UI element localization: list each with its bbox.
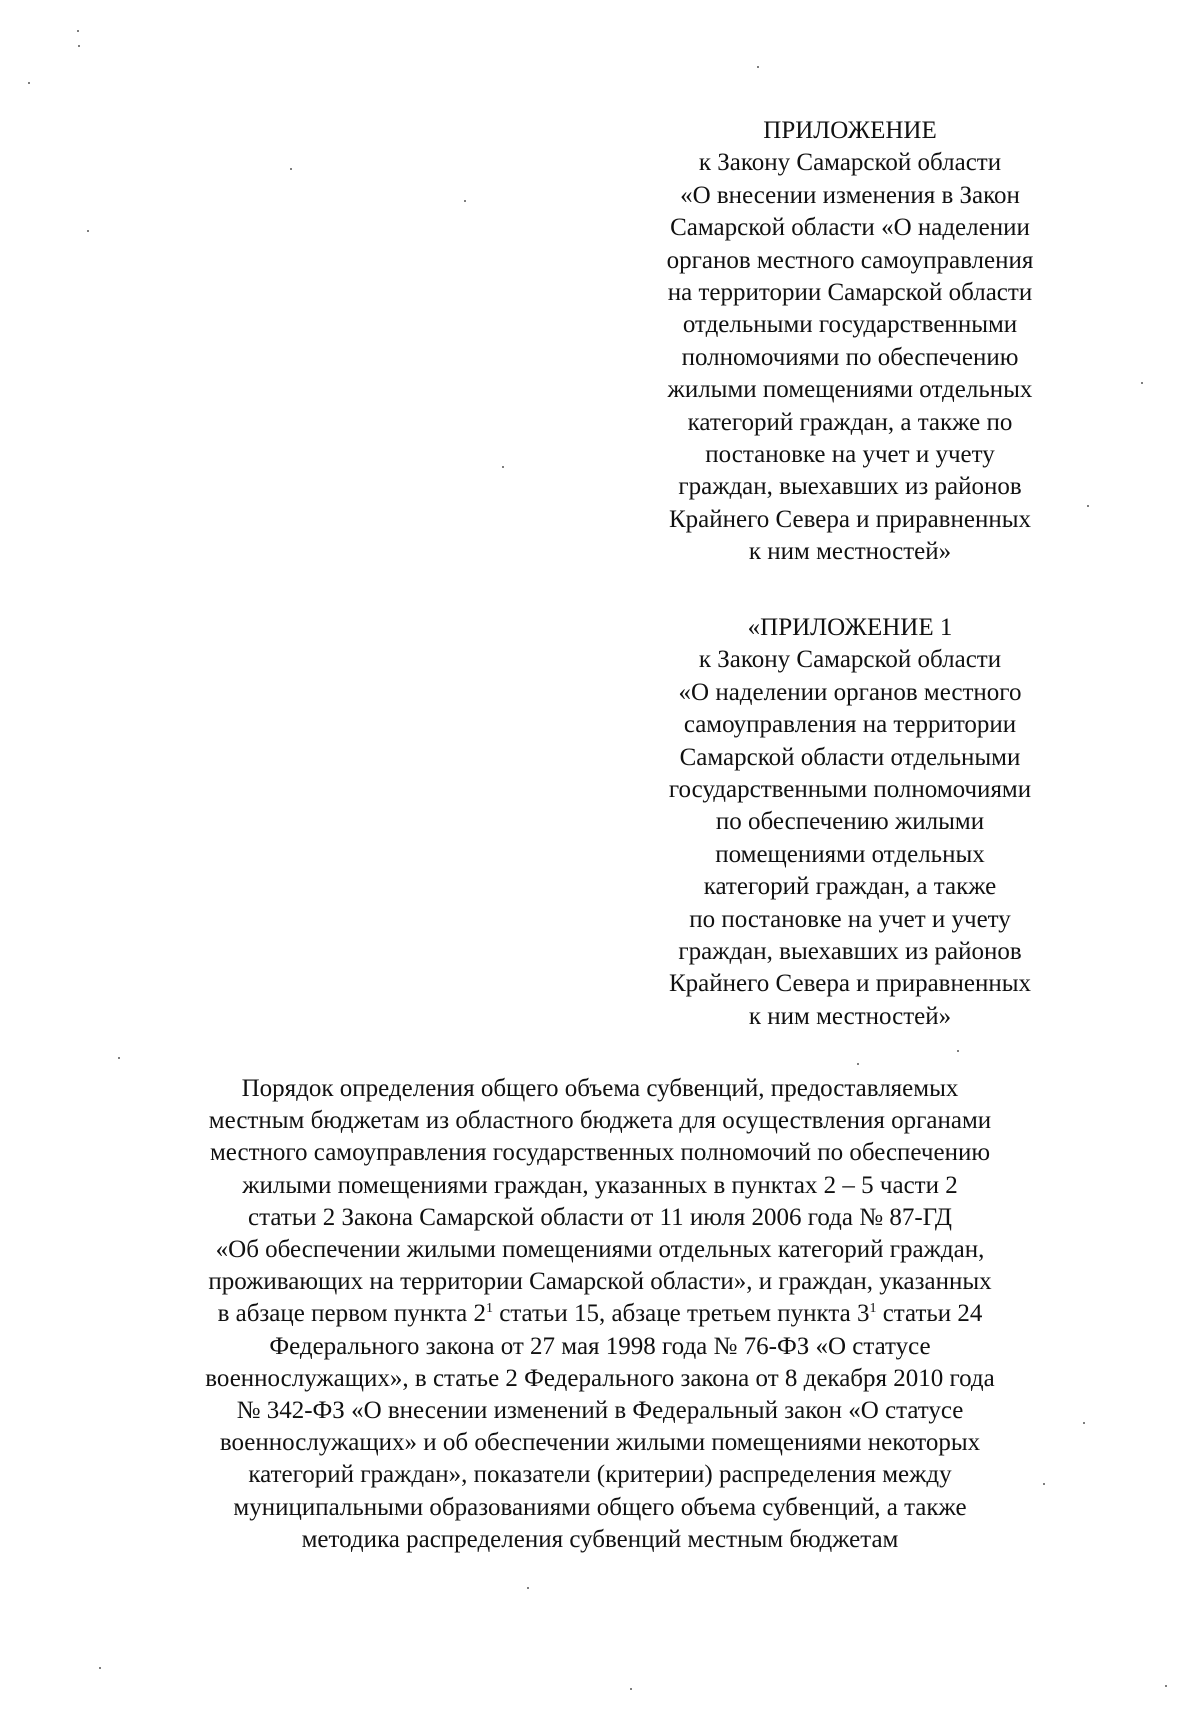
- appendix1-title: «ПРИЛОЖЕНИЕ 1: [747, 614, 953, 641]
- order-title-line: «Об обеспечении жилыми помещениями отдельных категорий граждан,: [215, 1236, 985, 1264]
- appendix1-line: категорий граждан, а также: [703, 873, 997, 901]
- order-title-line: местным бюджетам из областного бюджета для осуществления органами: [208, 1107, 992, 1135]
- order-title-line: муниципальными образованиями общего объема субвенций, а также: [233, 1493, 967, 1521]
- scan-speck: [857, 1063, 859, 1065]
- order-text-fragment: статьи 15, абзаце третьем пункта 3: [492, 1300, 870, 1328]
- order-title-line: военнослужащих», в статье 2 Федерального закона от 8 декабря 2010 года: [205, 1364, 995, 1392]
- order-title-line: жилыми помещениями граждан, указанных в пунктах 2 – 5 части 2: [242, 1171, 958, 1199]
- appendix1-line: по обеспечению жилыми: [715, 808, 985, 836]
- scan-speck: [78, 45, 80, 47]
- order-title-line: методика распределения субвенций местным бюджетам: [301, 1525, 899, 1553]
- superscript: 1: [485, 1301, 493, 1317]
- order-title-line: Федерального закона от 27 мая 1998 года № 76-ФЗ «О статусе: [269, 1332, 931, 1360]
- appendix1-header: [600, 612, 1100, 1033]
- appendix-line: органов местного самоуправления: [666, 246, 1034, 274]
- superscript: 1: [869, 1301, 877, 1317]
- order-title-line-with-superscripts: [125, 1298, 1075, 1330]
- order-title-line: категорий граждан», показатели (критерии) распределения между: [248, 1461, 952, 1489]
- scan-speck: [1141, 382, 1143, 384]
- appendix1-line: самоуправления на территории: [683, 711, 1017, 739]
- appendix1-line: помещениями отдельных: [715, 840, 985, 868]
- appendix-line: к Закону Самарской области: [698, 149, 1002, 177]
- order-title-line: № 342-ФЗ «О внесении изменений в Федеральный закон «О статусе: [236, 1397, 964, 1425]
- scan-speck: [1083, 1422, 1085, 1424]
- scan-speck: [28, 82, 30, 84]
- appendix-header: [600, 115, 1100, 569]
- scan-speck: [99, 1667, 101, 1669]
- scan-speck: [77, 30, 79, 32]
- appendix-line: Крайнего Севера и приравненных: [669, 505, 1031, 533]
- order-title-line: военнослужащих» и об обеспечении жилыми помещениями некоторых: [219, 1429, 981, 1457]
- appendix1-line: «О наделении органов местного: [678, 678, 1022, 706]
- scan-speck: [1087, 505, 1089, 507]
- appendix1-line: Крайнего Севера и приравненных: [669, 970, 1031, 998]
- appendix1-line: к Закону Самарской области: [698, 646, 1002, 674]
- appendix-line: к ним местностей»: [748, 538, 952, 566]
- appendix1-line: Самарской области отдельными: [679, 743, 1021, 771]
- order-title-line: проживающих на территории Самарской области», и граждан, указанных: [208, 1268, 992, 1296]
- appendix-line: жилыми помещениями отдельных: [667, 376, 1033, 404]
- order-title-line: Порядок определения общего объема субвенций, предоставляемых: [241, 1075, 959, 1102]
- order-text-fragment: статьи 24: [876, 1300, 983, 1328]
- appendix1-line: государственными полномочиями: [668, 776, 1032, 804]
- appendix1-line: к ним местностей»: [748, 1002, 952, 1030]
- appendix-line: отдельными государственными: [682, 311, 1018, 339]
- order-text-fragment: в абзаце первом пункта 2: [217, 1300, 486, 1328]
- scan-speck: [290, 168, 292, 170]
- scan-speck: [757, 66, 759, 68]
- scan-speck: [1165, 1685, 1167, 1687]
- appendix-line: категорий граждан, а также по: [687, 408, 1013, 436]
- scan-speck: [630, 1688, 632, 1690]
- scan-speck: [1043, 1483, 1045, 1485]
- appendix-line: «О внесении изменения в Закон: [680, 181, 1020, 209]
- appendix-line: Самарской области «О наделении: [670, 214, 1030, 242]
- appendix-line: на территории Самарской области: [667, 279, 1033, 307]
- appendix-line: постановке на учет и учету: [705, 441, 995, 469]
- scan-speck: [87, 230, 89, 232]
- scan-speck: [527, 1587, 529, 1589]
- scan-speck: [957, 1050, 959, 1052]
- scan-speck: [502, 466, 504, 468]
- scan-speck: [118, 1057, 120, 1059]
- appendix1-line: граждан, выехавших из районов: [678, 938, 1022, 966]
- appendix-title: ПРИЛОЖЕНИЕ: [763, 117, 937, 144]
- order-title-line: местного самоуправления государственных полномочий по обеспечению: [209, 1139, 991, 1167]
- scan-speck: [464, 200, 466, 202]
- appendix1-line: по постановке на учет и учету: [689, 905, 1011, 933]
- order-title: [125, 1073, 1075, 1556]
- appendix-line: полномочиями по обеспечению: [681, 343, 1019, 371]
- appendix-line: граждан, выехавших из районов: [678, 473, 1022, 501]
- order-title-line: статьи 2 Закона Самарской области от 11 июля 2006 года № 87-ГД: [248, 1203, 952, 1231]
